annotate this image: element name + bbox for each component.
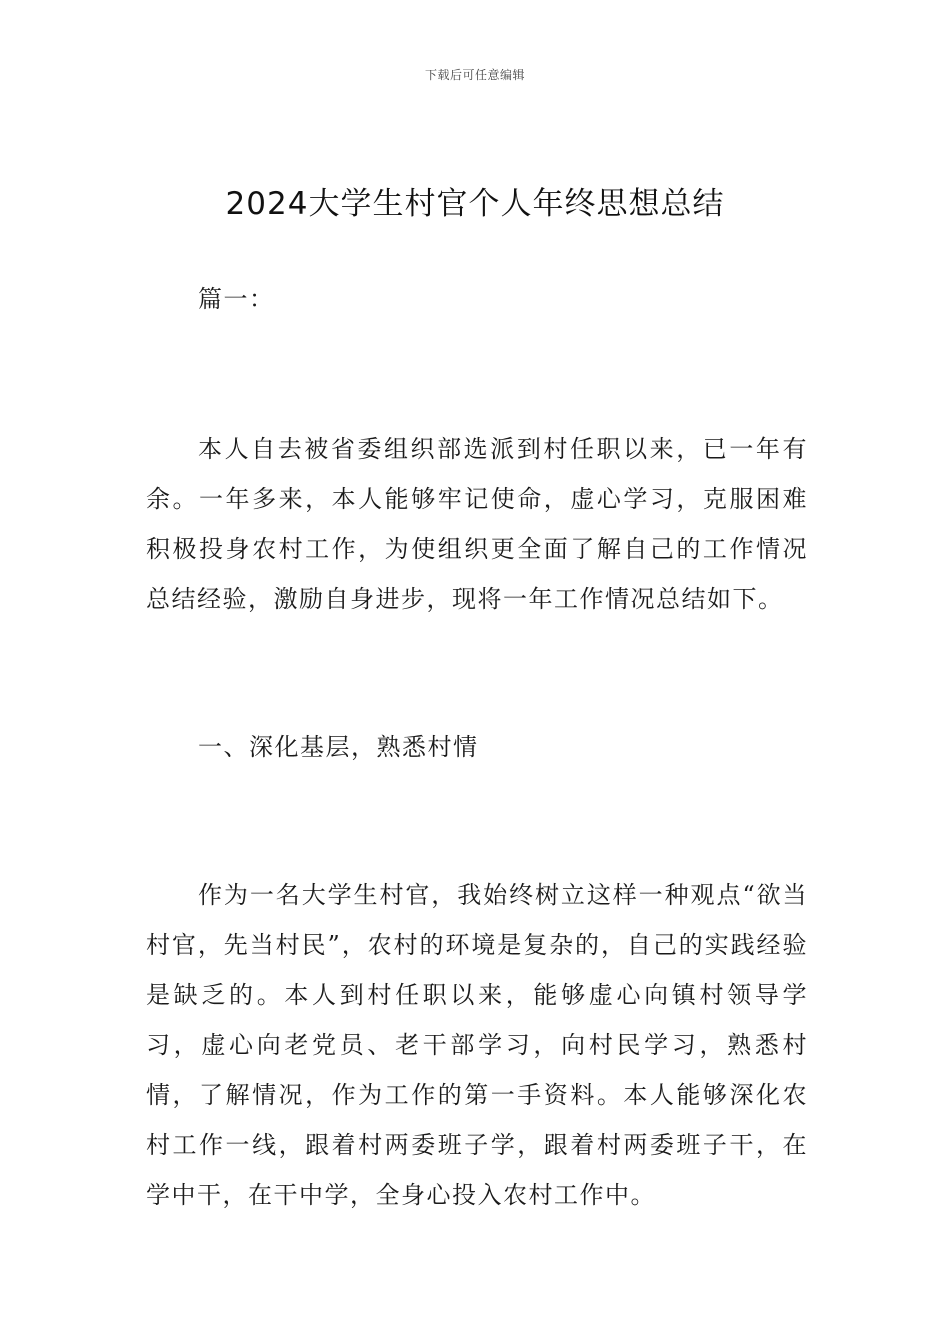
document-title: 2024大学生村官个人年终思想总结 — [225, 186, 725, 222]
section-paragraph: 作为一名大学生村官，我始终树立这样一种观点“欲当村官，先当村民”，农村的环境是复杂的，自己的实践经验是缺乏的。本人到村任职以来，能够虚心向镇村领导学习，虚心向老党员、老干部学习，向村民学习，熟悉村情，了解情况，作为工作的第一手资料。本人能够深化农村工作一线，跟着村两委班子学，跟着村两委班子干，在学中干，在干中学，全身心投入农村工作中。 — [146, 881, 808, 1209]
section-heading: 一、深化基层，熟悉村情 — [198, 733, 479, 761]
part-label: 篇一： — [198, 285, 275, 313]
header-note: 下载后可任意编辑 — [424, 68, 525, 82]
intro-paragraph: 本人自去被省委组织部选派到村任职以来，已一年有余。一年多来，本人能够牢记使命，虚心学习，克服困难积极投身农村工作，为使组织更全面了解自己的工作情况总结经验，激励自身进步，现将一年工作情况总结如下。 — [146, 435, 808, 613]
